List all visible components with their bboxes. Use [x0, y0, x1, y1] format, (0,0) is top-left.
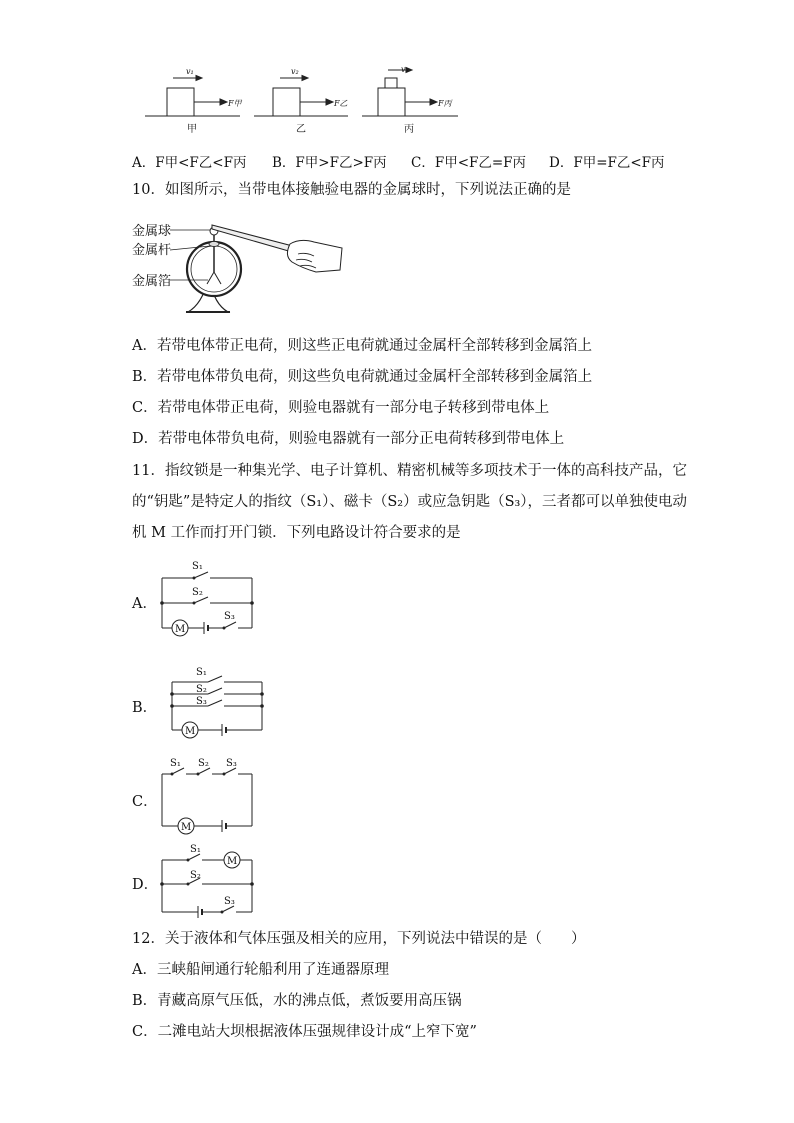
q12-option-c: C．二滩电站大坝根据液体压强规律设计成“上窄下宽”	[132, 1024, 477, 1040]
q9-caption-1: 甲	[187, 124, 197, 135]
q11-stem-line2: 的“钥匙”是特定人的指纹（S₁）、磁卡（S₂）或应急钥匙（S₃），三者都可以单独使电动	[132, 494, 688, 510]
q10-option-d: D．若带电体带负电荷，则验电器就有一部分正电荷转移到带电体上	[132, 431, 565, 447]
q11-b-s1: S₁	[196, 667, 207, 678]
q11-b-s2: S₂	[196, 684, 207, 695]
q9-figure-bing	[362, 68, 458, 117]
q12-option-b: B．青藏高原气压低，水的沸点低，煮饭要用高压锅	[132, 993, 462, 1009]
q11-c-motor: M	[181, 822, 192, 833]
q10-option-a: A．若带电体带正电荷，则这些正电荷就通过金属杆全部转移到金属箔上	[132, 338, 592, 354]
q12-stem: 12．关于液体和气体压强及相关的应用，下列说法中错误的是（ ）	[132, 931, 586, 947]
q9-force-2: F乙	[334, 99, 348, 108]
q11-option-c-letter: C．	[132, 794, 158, 810]
q9-force-1: F甲	[228, 99, 242, 108]
q9-option-c: C．F甲<F乙=F丙	[411, 155, 527, 171]
q11-d-s3: S₃	[224, 896, 235, 907]
q11-circuit-d	[158, 840, 268, 920]
q11-d-motor: M	[227, 856, 238, 867]
q9-figure-yi	[254, 76, 348, 117]
q11-c-s1: S₁	[170, 758, 181, 769]
q11-option-b-letter: B．	[132, 700, 158, 716]
q11-b-motor: M	[185, 726, 196, 737]
q11-circuit-c	[158, 756, 268, 836]
q11-circuit-b	[168, 662, 278, 752]
q11-stem-line1: 11．指纹锁是一种集光学、电子计算机、精密机械等多项技术于一体的高科技产品，它	[132, 463, 687, 479]
q10-stem: 10．如图所示，当带电体接触验电器的金属球时，下列说法正确的是	[132, 182, 571, 198]
q10-label-rod: 金属杆	[132, 243, 172, 258]
q11-a-motor: M	[175, 624, 186, 635]
q9-option-a: A．F甲<F乙<F丙	[132, 155, 247, 171]
q9-option-b: B．F甲>F乙>F丙	[272, 155, 387, 171]
q9-option-d: D．F甲=F乙<F丙	[549, 155, 665, 171]
q11-c-s3: S₃	[226, 758, 237, 769]
q11-circuit-a	[158, 560, 268, 640]
q11-stem-line3: 机 M 工作而打开门锁．下列电路设计符合要求的是	[132, 525, 461, 541]
q11-a-s1: S₁	[192, 561, 203, 572]
q11-d-s1: S₁	[190, 844, 201, 855]
q11-a-s3: S₃	[224, 611, 235, 622]
q10-option-c: C．若带电体带正电荷，则验电器就有一部分电子转移到带电体上	[132, 400, 550, 416]
q11-option-d-letter: D．	[132, 877, 159, 893]
q10-label-foil: 金属箔	[132, 274, 172, 289]
q9-velocity-3: v₃	[401, 65, 409, 74]
q11-a-s2: S₂	[192, 587, 203, 598]
q9-force-3: F丙	[438, 99, 452, 108]
q9-caption-3: 丙	[404, 124, 414, 135]
q10-electroscope-figure	[130, 212, 370, 322]
q11-c-s2: S₂	[198, 758, 209, 769]
q10-option-b: B．若带电体带负电荷，则这些负电荷就通过金属杆全部转移到金属箔上	[132, 369, 593, 385]
q9-velocity-1: v₁	[186, 67, 194, 76]
q11-d-s2: S₂	[190, 870, 201, 881]
q11-option-a-letter: A．	[132, 596, 157, 612]
q9-figure	[0, 60, 794, 200]
q10-label-ball: 金属球	[132, 224, 172, 239]
q9-caption-2: 乙	[296, 124, 306, 135]
q12-option-a: A．三峡船闸通行轮船利用了连通器原理	[132, 962, 389, 978]
q9-figure-jia	[145, 76, 240, 117]
q9-velocity-2: v₂	[291, 67, 299, 76]
q11-b-s3: S₃	[196, 696, 207, 707]
